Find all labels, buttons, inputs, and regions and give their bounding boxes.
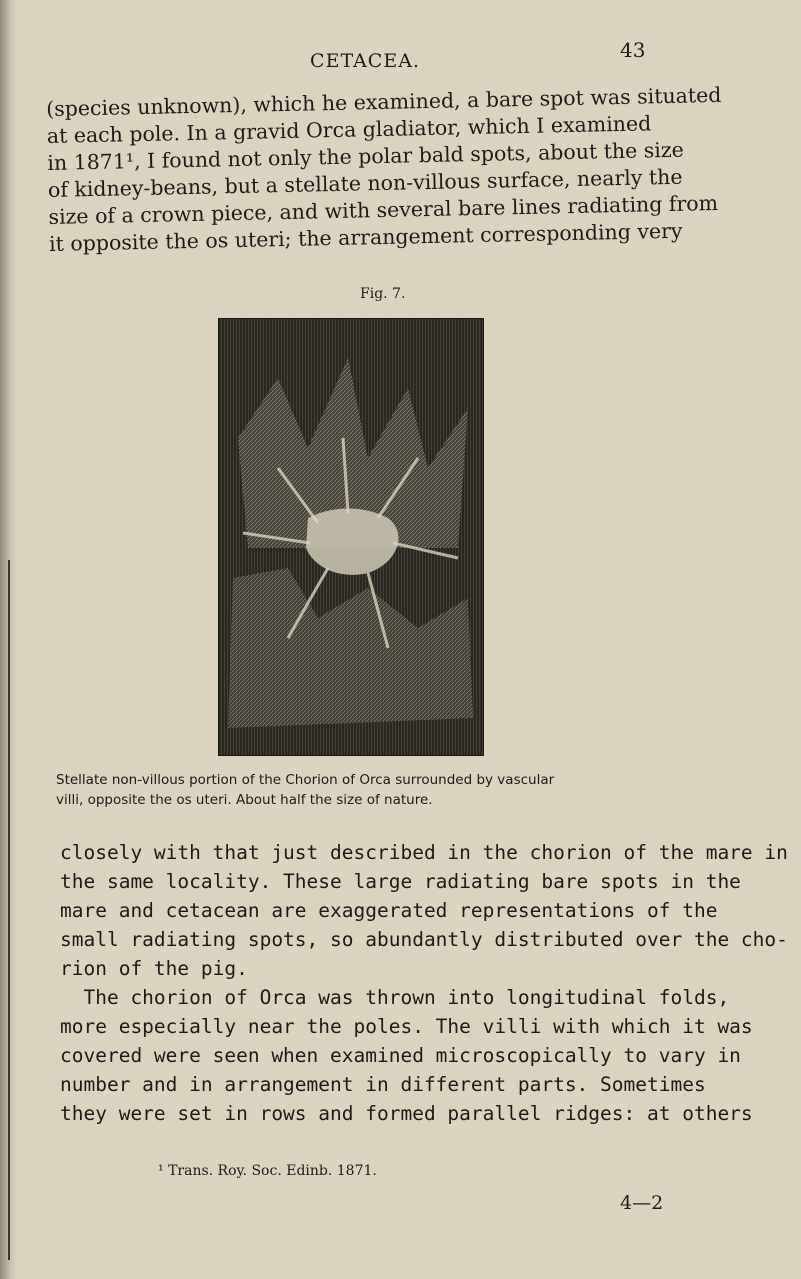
text-line: the same locality. These large radiating bare spots in the bbox=[60, 870, 741, 893]
text-line: at each pole. In a gravid Orca gladiator, which I examined bbox=[46, 111, 652, 148]
text-line: (species unknown), which he examined, a bare spot was situated bbox=[46, 82, 722, 121]
text-line: size of a crown piece, and with several bare lines radiating from bbox=[48, 190, 719, 229]
page-edge bbox=[0, 0, 18, 1279]
text-line: in 1871¹, I found not only the polar bald spots, about the size bbox=[47, 137, 685, 175]
paragraph-2 bbox=[60, 838, 788, 1128]
figure-caption bbox=[56, 770, 746, 810]
text-line: more especially near the poles. The villi with which it was bbox=[60, 1015, 753, 1038]
text-line: rion of the pig. bbox=[60, 957, 248, 980]
page-number: 43 bbox=[620, 38, 646, 62]
running-header: CETACEA. bbox=[310, 50, 420, 72]
figure-label: Fig. 7. bbox=[360, 286, 406, 302]
text-line: they were set in rows and formed parallel ridges: at others bbox=[60, 1102, 753, 1125]
text-line: mare and cetacean are exaggerated representations of the bbox=[60, 899, 718, 922]
binding-shadow bbox=[8, 560, 10, 1260]
text-line: covered were seen when examined microscopically to vary in bbox=[60, 1044, 741, 1067]
paragraph-1 bbox=[46, 81, 745, 258]
signature-mark: 4—2 bbox=[620, 1192, 664, 1214]
caption-line: villi, opposite the os uteri. About half the size of nature. bbox=[56, 792, 433, 808]
footnote: ¹ Trans. Roy. Soc. Edinb. 1871. bbox=[158, 1163, 377, 1179]
text-line: The chorion of Orca was thrown into longitudinal folds, bbox=[60, 986, 730, 1009]
engraving-svg bbox=[218, 318, 484, 756]
caption-line: Stellate non-villous portion of the Chorion of Orca surrounded by vascular bbox=[56, 772, 555, 788]
text-line: small radiating spots, so abundantly distributed over the cho- bbox=[60, 928, 788, 951]
text-line: of kidney-beans, but a stellate non-villous surface, nearly the bbox=[47, 164, 683, 202]
chorion-engraving bbox=[218, 318, 484, 756]
text-line: closely with that just described in the chorion of the mare in bbox=[60, 841, 788, 864]
text-line: it opposite the os uteri; the arrangement corresponding very bbox=[48, 218, 683, 256]
text-line: number and in arrangement in different parts. Sometimes bbox=[60, 1073, 706, 1096]
